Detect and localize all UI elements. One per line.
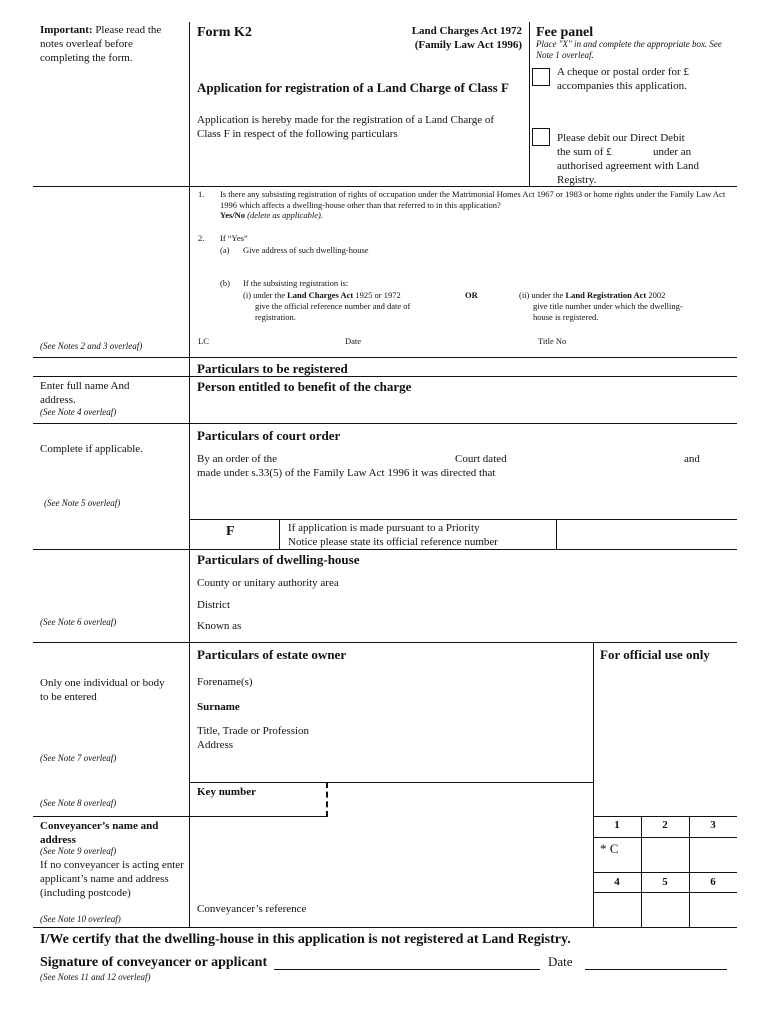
see-notes-2-3: (See Notes 2 and 3 overleaf) <box>40 341 143 351</box>
q-section-bottom-rule <box>33 357 737 358</box>
see-note-10: (See Note 10 overleaf) <box>40 914 121 924</box>
see-note-7: (See Note 7 overleaf) <box>40 753 117 763</box>
priority-bottom-rule <box>33 549 737 550</box>
particulars-heading: Particulars to be registered <box>197 361 348 376</box>
important-label: Important: <box>40 24 93 36</box>
only-one-individual-hint: Only one individual or body to be entered <box>40 677 165 703</box>
q2b-or: OR <box>465 290 478 300</box>
q2b-ii-line3: house is registered. <box>533 312 599 322</box>
act-line1: Land Charges Act 1972 <box>411 25 522 37</box>
application-title: Application for registration of a Land Charge of Class F <box>197 80 509 95</box>
key-number-label[interactable]: Key number <box>197 786 256 798</box>
official-grid-col1 <box>641 816 642 928</box>
debit-line1: Please debit our Direct Debit <box>557 132 685 144</box>
particulars-rule <box>33 376 737 377</box>
important-text: Please read the notes overleaf before completing the form. <box>40 24 162 64</box>
priority-f-divider <box>279 519 280 549</box>
district-label[interactable]: District <box>197 599 230 611</box>
enter-full-name-hint: Enter full name And address. <box>40 380 130 406</box>
q2b-ii-line2: give title number under which the dwelling- <box>533 301 683 311</box>
court-order-line1a: By an order of the <box>197 453 278 465</box>
estate-owner-heading: Particulars of estate owner <box>197 647 347 662</box>
fee-panel-instruction: Place "X" in and complete the appropriate box. See Note 1 overleaf. <box>536 39 722 60</box>
conveyancer-reference-label[interactable]: Conveyancer’s reference <box>197 903 307 915</box>
priority-f-label: F <box>226 524 235 539</box>
certify-statement: I/We certify that the dwelling-house in this application is not registered at Land Registry. <box>40 932 571 947</box>
lc-label[interactable]: LC <box>198 336 209 346</box>
q2b-i-line3: registration. <box>255 312 296 322</box>
see-note-6: (See Note 6 overleaf) <box>40 617 117 627</box>
q1-yesno[interactable]: Yes/No <box>220 210 246 220</box>
date-line[interactable] <box>585 969 727 970</box>
official-grid-cell-1: 1 <box>614 819 620 831</box>
important-notice <box>40 23 180 65</box>
priority-ref-divider <box>556 519 557 549</box>
official-grid-mid-rule <box>593 837 737 838</box>
date-label[interactable]: Date <box>345 336 362 346</box>
q2b-i-prefix: (i) under the <box>243 290 286 300</box>
priority-text-line1: If application is made pursuant to a Priority <box>288 522 480 534</box>
court-order-bottom-rule <box>189 519 737 520</box>
q2-if-yes: If “Yes” <box>220 233 248 243</box>
see-note-8: (See Note 8 overleaf) <box>40 798 117 808</box>
debit-line2b: under an <box>653 146 692 158</box>
official-grid-cell-2: 2 <box>662 819 668 831</box>
court-order-heading: Particulars of court order <box>197 428 341 443</box>
fee-panel-divider <box>529 22 530 186</box>
see-notes-11-12: (See Notes 11 and 12 overleaf) <box>40 972 151 982</box>
signature-line[interactable] <box>274 969 540 970</box>
official-grid-row4-rule <box>593 892 737 893</box>
debit-line2a: the sum of £ <box>557 146 612 158</box>
q1-number: 1. <box>198 189 205 199</box>
see-note-5: (See Note 5 overleaf) <box>44 498 121 508</box>
act-line2: (Family Law Act 1996) <box>414 39 522 51</box>
official-use-heading: For official use only <box>600 647 710 662</box>
q2b-ii-act: Land Registration Act <box>565 290 647 300</box>
if-no-conveyancer-hint: If no conveyancer is acting enter applicant’s name and address (including postcode) <box>40 859 184 899</box>
surname-label[interactable]: Surname <box>197 701 240 713</box>
q2b-i-suffix: 1925 or 1972 <box>355 290 401 300</box>
q2b-ii-prefix: (ii) under the <box>519 290 564 300</box>
conveyancer-name-title: Conveyancer’s name and address <box>40 820 159 846</box>
see-note-9: (See Note 9 overleaf) <box>40 846 117 856</box>
estate-owner-bottom-rule <box>189 782 593 783</box>
q2b-text: If the subsisting registration is: <box>243 278 349 288</box>
official-grid-cell-3: 3 <box>710 819 716 831</box>
q2b-i-line2: give the official reference number and date of <box>255 301 411 311</box>
q2a-text: Give address of such dwelling-house <box>243 245 369 255</box>
cheque-checkbox[interactable] <box>532 68 550 86</box>
q2a-label: (a) <box>220 245 230 255</box>
q2b-label: (b) <box>220 278 230 288</box>
dwelling-bottom-rule <box>33 642 737 643</box>
official-grid-cell-4: 4 <box>614 876 620 888</box>
person-entitled-heading[interactable]: Person entitled to benefit of the charge <box>197 379 412 394</box>
address-label[interactable]: Address <box>197 739 234 751</box>
forenames-label[interactable]: Forename(s) <box>197 676 253 688</box>
official-grid-row3-rule <box>593 872 737 873</box>
official-grid-cell-5: 5 <box>662 876 668 888</box>
title-trade-label[interactable]: Title, Trade or Profession <box>197 725 310 737</box>
title-no-label[interactable]: Title No <box>538 336 567 346</box>
county-label[interactable]: County or unitary authority area <box>197 577 339 589</box>
main-column-divider <box>189 22 190 928</box>
q1-text: Is there any subsisting registration of rights of occupation under the Matrimonial Homes Act 1967 or 1983 or home rights under the Family Law Act 1996 which affects a dwelling-house other than that referred to in this application? <box>220 189 726 210</box>
q1-yesno-line <box>220 210 323 221</box>
q2-number: 2. <box>198 233 205 243</box>
known-as-label[interactable]: Known as <box>197 620 242 632</box>
priority-text-line2: Notice please state its official reference number <box>288 536 498 548</box>
court-order-line1c: and <box>684 453 700 465</box>
official-grid-cell-c: * C <box>600 841 619 856</box>
q2b-ii-line1 <box>519 290 665 301</box>
direct-debit-checkbox[interactable] <box>532 128 550 146</box>
form-code: Form K2 <box>197 25 252 40</box>
official-grid-top-rule <box>593 816 737 817</box>
key-number-dashed-divider <box>326 782 328 817</box>
key-number-bottom-rule <box>33 816 327 817</box>
date-footer-label: Date <box>548 954 573 969</box>
q2b-ii-suffix: 2002 <box>648 290 666 300</box>
q2b-i-act: Land Charges Act <box>287 290 354 300</box>
cheque-text: A cheque or postal order for £ accompanies this application. <box>557 66 689 92</box>
application-text: Application is hereby made for the registration of a Land Charge of Class F in respect of the following particulars <box>197 114 495 140</box>
conveyancer-bottom-rule <box>33 927 737 928</box>
q2b-i-line1 <box>243 290 401 301</box>
official-grid-col2 <box>689 816 690 928</box>
signature-label: Signature of conveyancer or applicant <box>40 955 268 970</box>
official-grid-cell-6: 6 <box>710 876 716 888</box>
q1-delete-note: (delete as applicable). <box>247 210 323 220</box>
complete-if-applicable-hint: Complete if applicable. <box>40 443 143 455</box>
person-entitled-bottom-rule <box>33 423 737 424</box>
dwelling-heading: Particulars of dwelling-house <box>197 552 360 567</box>
debit-line3: authorised agreement with Land Registry. <box>557 160 700 186</box>
fee-panel-title: Fee panel <box>536 25 594 40</box>
see-note-4: (See Note 4 overleaf) <box>40 407 117 417</box>
court-order-line2: made under s.33(5) of the Family Law Act 1996 it was directed that <box>197 467 496 479</box>
court-order-line1b: Court dated <box>455 453 507 465</box>
